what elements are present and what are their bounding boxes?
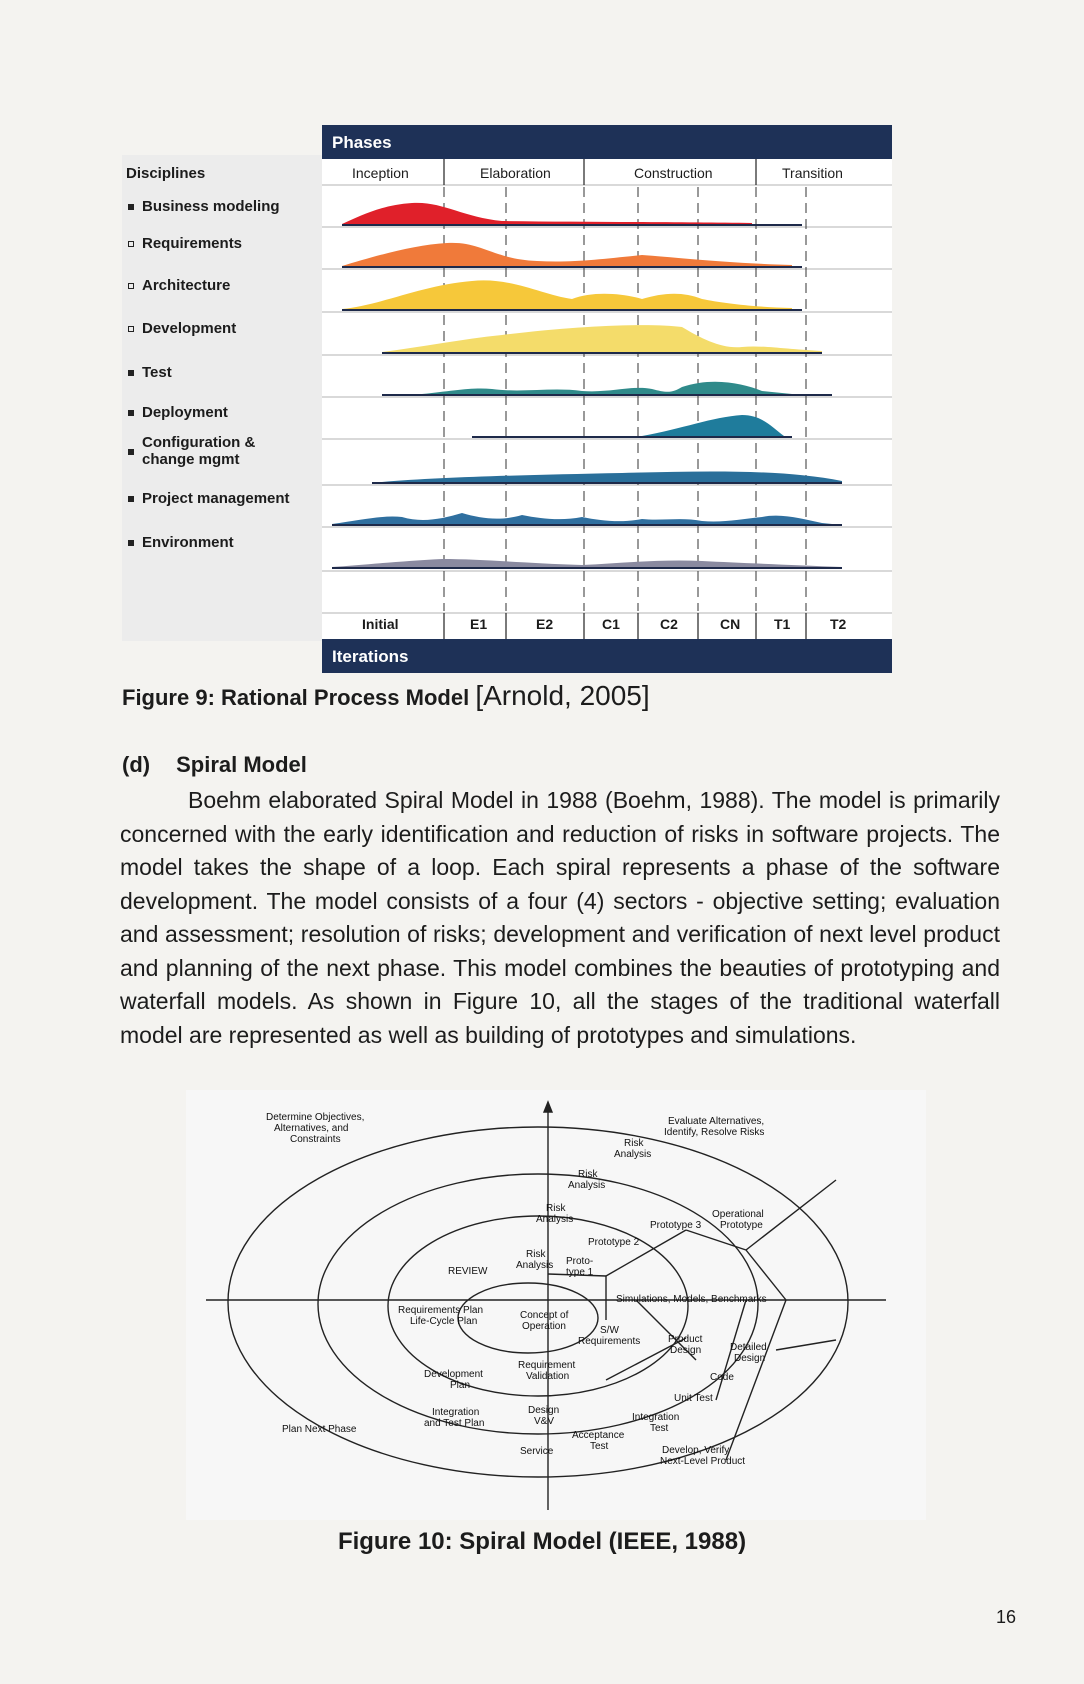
label-analysis-2: Analysis [568,1180,606,1191]
disciplines-heading: Disciplines [126,165,206,182]
discipline-business-modeling: Business modeling [128,199,280,216]
label-alternatives: Alternatives, and [274,1123,349,1134]
discipline-test: Test [128,365,172,382]
label-validation: Validation [526,1371,570,1382]
label-review: REVIEW [448,1266,488,1277]
label-test-plan: and Test Plan [424,1418,485,1429]
iteration-cn: CN [720,616,741,632]
iteration-c1: C1 [602,616,620,632]
iteration-e1: E1 [470,616,488,632]
iteration-e2: E2 [536,616,554,632]
label-evaluate-alternatives: Evaluate Alternatives, [668,1116,765,1127]
label-design: Design [528,1405,560,1416]
label-code: Code [710,1372,734,1383]
spiral-diagram [186,1090,926,1520]
label-requirement: Requirement [518,1360,576,1371]
body-paragraph: Boehm elaborated Spiral Model in 1988 (Boehm, 1988). The model is primarily concerned with the early identification and reduction of risks in software projects. The model takes the shape of a loop. Each spiral represents a phase of the software development. The model consists of a four (4) sectors - objective setting; evaluation and assessment; resolution of risks; development and verification of next level product and planning of the next phase. This model combines the beauties of prototyping and waterfall models. As shown in Figure 10, all the stages of the traditional waterfall model are represented as well as building of prototypes and simulations. [120,787,1000,1048]
discipline-environment: Environment [128,535,234,552]
label-analysis-1: Analysis [614,1149,652,1160]
label-constraints: Constraints [290,1134,341,1145]
label-detailed-design: Design [734,1353,766,1364]
discipline-development: Development [128,321,236,338]
iteration-initial: Initial [362,616,399,632]
disciplines-column [122,155,322,641]
label-prototype-1a: Proto- [566,1256,594,1267]
label-unit-test: Unit Test [674,1393,713,1404]
label-product: Product [668,1334,703,1345]
phase-inception: Inception [352,165,409,181]
label-identify-risks: Identify, Resolve Risks [664,1127,765,1138]
bullet-icon [128,204,134,210]
label-detailed: Detailed [730,1342,767,1353]
bullet-icon [128,370,134,376]
label-product-design: Design [670,1345,702,1356]
figure-10-spiral-model [186,1090,926,1520]
iteration-t2: T2 [830,616,847,632]
bullet-icon [128,241,134,247]
label-integration-test: Test [650,1423,669,1434]
label-analysis-4: Analysis [516,1260,554,1271]
label-vv: V&V [534,1416,555,1427]
label-risk-3: Risk [546,1203,566,1214]
label-req-plan: Requirements Plan [398,1305,484,1316]
label-simulations: Simulations, Models, Benchmarks [616,1294,767,1305]
bullet-icon [128,283,134,289]
discipline-project-management: Project management [128,491,290,508]
label-integration-plan: Integration [432,1407,480,1418]
page-number: 16 [996,1607,1017,1627]
label-acceptance: Acceptance [572,1430,625,1441]
label-determine-objectives: Determine Objectives, [266,1112,365,1123]
phases-chart-graphics [322,125,892,673]
test-curve [422,382,792,395]
deployment-curve [642,415,784,436]
figure-10-caption: Figure 10: Spiral Model (IEEE, 1988) [337,1528,747,1555]
label-development-plan: Plan [450,1380,471,1391]
phases-header: Phases [322,125,892,159]
label-operational-2: Prototype [720,1220,763,1231]
label-risk-2: Risk [578,1169,598,1180]
iteration-c2: C2 [660,616,678,632]
environment-curve [332,559,842,568]
bullet-icon [128,410,134,416]
label-analysis-3: Analysis [536,1214,574,1225]
label-next-level-product: Next-Level Product [660,1456,746,1467]
phases-chart [322,125,892,673]
business-modeling-curve [342,203,752,225]
bullet-icon [128,326,134,332]
phase-transition: Transition [782,165,843,181]
label-sw: S/W [600,1325,619,1336]
label-service: Service [520,1446,554,1457]
label-operational-1: Operational [712,1209,764,1220]
figure-9-caption: Figure 9: Rational Process Model [Arnold, 2005] [122,680,650,711]
label-operation: Operation [522,1321,566,1332]
label-lifecycle-plan: Life-Cycle Plan [410,1316,478,1327]
label-sw-requirements: Requirements [578,1336,641,1347]
discipline-requirements: Requirements [128,236,242,253]
label-develop-verify: Develop, Verify [662,1445,730,1456]
bullet-icon [128,496,134,502]
discipline-architecture: Architecture [128,278,230,295]
label-plan-next-phase: Plan Next Phase [282,1424,357,1435]
label-concept: Concept of [520,1310,569,1321]
phase-construction: Construction [634,165,713,181]
requirements-curve [342,243,792,267]
phase-elaboration: Elaboration [480,165,551,181]
iterations-header: Iterations [322,639,892,673]
project-management-curve [332,513,842,525]
figure-9-rational-process-model [122,125,892,673]
label-prototype-1b: type 1 [566,1267,594,1278]
section-heading: (d) Spiral Model [122,752,307,777]
label-prototype-2: Prototype 2 [588,1237,640,1248]
bullet-icon [128,540,134,546]
discipline-configuration: Configuration & change mgmt [128,435,255,468]
architecture-curve [342,280,792,310]
label-development: Development [424,1369,483,1380]
config-curve [382,471,842,483]
bullet-icon [128,449,134,455]
label-risk-1: Risk [624,1138,644,1149]
discipline-deployment: Deployment [128,405,228,422]
iteration-t1: T1 [774,616,791,632]
label-risk-4: Risk [526,1249,546,1260]
label-prototype-3: Prototype 3 [650,1220,702,1231]
label-acceptance-test: Test [590,1441,609,1452]
label-integration: Integration [632,1412,680,1423]
